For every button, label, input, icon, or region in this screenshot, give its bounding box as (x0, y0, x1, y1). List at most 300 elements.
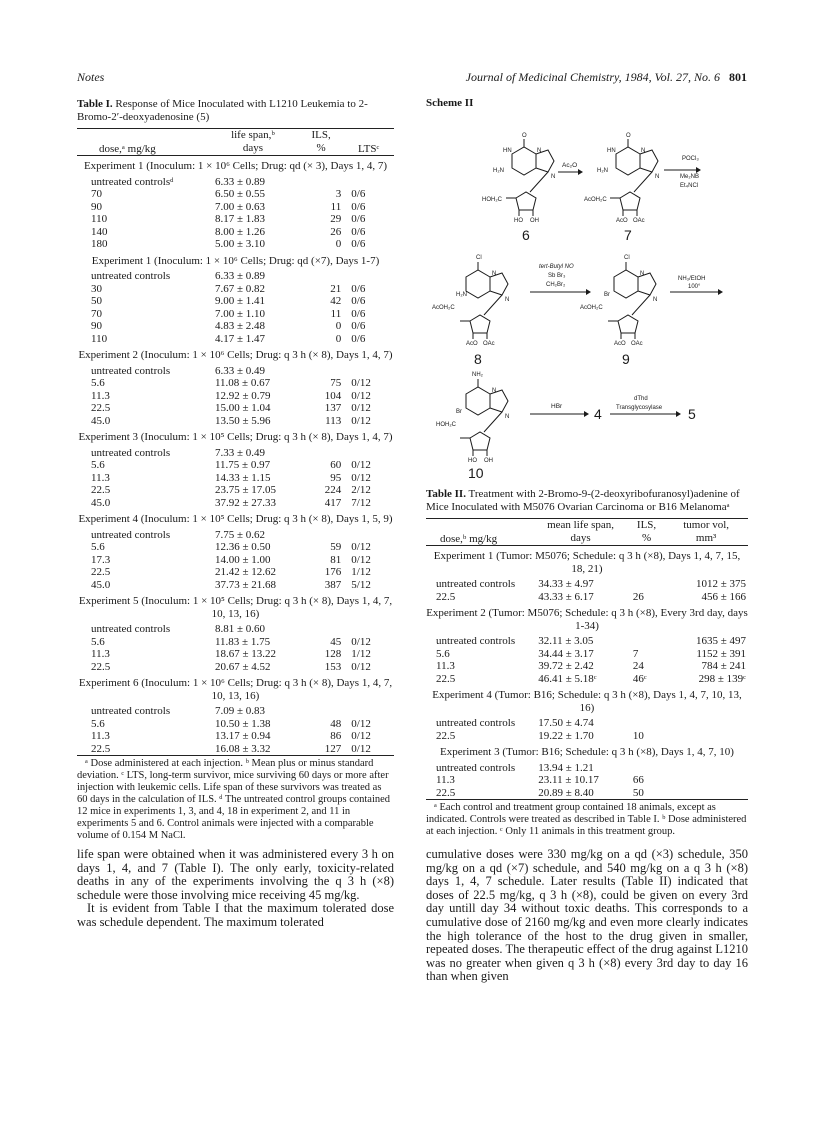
table-row (426, 717, 748, 730)
life-span-cell: 15.00 ± 1.04 (214, 402, 271, 414)
ils-cell: 137 (324, 402, 342, 414)
dose-cell: 22.5 (91, 484, 111, 496)
tumor-vol-cell: 456 ± 166 (701, 590, 746, 603)
tumor-vol-cell (664, 730, 748, 743)
table-row (77, 365, 394, 378)
life-span-cell: 9.00 ± 1.41 (214, 295, 266, 307)
table-row (426, 635, 748, 648)
experiment-title: Experiment 6 (Inoculum: 1 × 10⁶ Cells; Drug: q 3 h (× 8), Days 1, 4, 7, 10, 13, 16) (78, 677, 393, 702)
dose-cell: 70 (91, 188, 102, 200)
lts-cell: 0/12 (351, 730, 371, 742)
ils-cell: 7 (632, 647, 639, 660)
table1-caption-text: Response of Mice Inoculated with L1210 Leukemia to 2-Bromo-2′-deoxyadenosine (5) (77, 98, 368, 123)
dose-cell: 5.6 (91, 377, 105, 389)
svg-text:AcOH₂C: AcOH₂C (584, 197, 607, 203)
table-row (77, 295, 394, 308)
table2-caption-text: Treatment with 2-Bromo-9-(2-deoxyribofuranosyl)adenine of Mice Inoculated with M5076 Ovarian Carcinoma or B16 Melanomaᵃ (426, 488, 740, 513)
ils-cell: 50 (629, 787, 664, 800)
life-span-cell: 34.33 ± 4.97 (538, 578, 594, 590)
reagent-dthd: dThd (634, 396, 648, 402)
lts-cell: 0/12 (351, 553, 371, 566)
life-span-cell: 13.94 ± 1.21 (538, 761, 594, 774)
table1-experiment-group (77, 673, 394, 756)
life-span-cell: 7.75 ± 0.62 (214, 528, 266, 541)
svg-text:OAc: OAc (631, 341, 643, 347)
life-span-cell: 23.75 ± 17.05 (214, 484, 277, 496)
ils-cell: 104 (324, 389, 342, 402)
reagent-nh3: NH₃/EtOH (678, 276, 706, 282)
life-span-cell: 13.17 ± 0.94 (214, 730, 271, 742)
lts-cell: 0/6 (351, 307, 366, 320)
ils-cell: 11 (330, 307, 342, 320)
life-span-cell: 11.75 ± 0.97 (214, 459, 271, 471)
ils-cell: 128 (324, 648, 342, 660)
svg-text:O: O (522, 133, 527, 139)
lts-cell: 0/6 (351, 295, 366, 307)
ils-cell: 60 (330, 459, 342, 471)
table-row (77, 320, 394, 333)
table-row (77, 188, 394, 201)
life-span-cell: 7.09 ± 0.83 (214, 705, 266, 717)
experiment-title: Experiment 4 (Inoculum: 1 × 10⁵ Cells; Drug: q 3 h (× 8), Days 1, 5, 9) (78, 513, 393, 525)
t2-col-dose: dose,ᵇ mg/kg (426, 519, 532, 546)
table-row (77, 308, 394, 321)
ils-cell: 26 (632, 590, 644, 603)
table-row (77, 270, 394, 283)
t2-col-vol: tumor vol, (664, 519, 748, 532)
t1-col-lts: LTSᶜ (343, 129, 394, 156)
compound-6-structure (482, 133, 555, 224)
life-span-cell: 34.44 ± 3.17 (538, 647, 594, 660)
dose-cell: untreated controls (436, 578, 516, 590)
ils-cell: 224 (324, 484, 342, 496)
table1 (77, 128, 394, 756)
dose-cell: 22.5 (91, 660, 111, 673)
ils-cell (629, 717, 664, 730)
ils-cell: 417 (324, 496, 342, 509)
svg-text:Br: Br (604, 292, 610, 298)
table1-experiment-group (77, 345, 394, 427)
table-row (77, 333, 394, 346)
reagent-temp: 100° (688, 284, 701, 290)
lts-cell: 0/6 (351, 188, 366, 200)
t2-col-life: mean life span, (532, 519, 629, 532)
svg-text:OH: OH (530, 218, 539, 224)
table-row (77, 283, 394, 296)
ils-cell: 21 (330, 282, 342, 295)
experiment-header-row (77, 345, 394, 365)
ils-cell (629, 578, 664, 591)
tumor-vol-cell: 784 ± 241 (701, 660, 746, 672)
svg-text:N: N (537, 148, 542, 154)
svg-text:N: N (640, 271, 645, 277)
dose-cell: untreated controls (436, 717, 516, 729)
lts-cell: 0/12 (351, 471, 371, 484)
left-body-text (77, 848, 394, 930)
table-row (77, 201, 394, 214)
dose-cell: 5.6 (436, 647, 450, 660)
life-span-cell: 11.08 ± 0.67 (214, 377, 271, 389)
life-span-cell: 17.50 ± 4.74 (538, 717, 594, 729)
dose-cell: 45.0 (91, 578, 111, 591)
compound-7-structure (584, 133, 659, 224)
life-span-cell: 20.89 ± 8.40 (532, 787, 629, 800)
ils-cell: 0 (335, 332, 342, 345)
life-span-cell: 10.50 ± 1.38 (214, 717, 271, 730)
table-row (77, 730, 394, 743)
tumor-vol-cell: 1012 ± 375 (695, 578, 746, 590)
dose-cell: untreated controls (91, 446, 171, 459)
experiment-title: Experiment 5 (Inoculum: 1 × 10⁵ Cells; Drug: q 3 h (× 8), Days 1, 4, 7, 10, 13, 16) (78, 595, 393, 620)
ils-cell (629, 635, 664, 648)
table-row (77, 743, 394, 756)
ils-cell (299, 529, 343, 542)
life-span-cell: 5.00 ± 3.10 (214, 238, 266, 250)
life-span-cell: 7.00 ± 1.10 (214, 307, 266, 320)
ils-cell: 3 (335, 188, 342, 200)
svg-text:H₂N: H₂N (493, 168, 504, 174)
experiment-header-row (77, 427, 394, 447)
ils-cell: 153 (324, 660, 342, 673)
life-span-cell: 39.72 ± 2.42 (538, 660, 594, 672)
dose-cell: 90 (91, 320, 102, 332)
scheme-title: Scheme II (426, 97, 474, 109)
table-row (77, 648, 394, 661)
table-row (77, 554, 394, 567)
dose-cell: untreated controls (91, 528, 171, 541)
reagent-transglycosylase: Transglycosylase (616, 405, 663, 411)
reagent-ac2o: Ac₂O (562, 162, 578, 169)
lts-cell: 1/12 (351, 648, 371, 660)
ils-cell: 11 (330, 200, 342, 213)
table-row (77, 566, 394, 579)
lts-cell (343, 270, 394, 283)
compound-8-structure (432, 255, 509, 347)
ils-cell: 26 (330, 225, 342, 238)
table-row (77, 705, 394, 718)
table-row (77, 472, 394, 485)
dose-cell: untreated controls (436, 761, 516, 774)
table2-experiment-group (426, 603, 748, 685)
reagent-et4ncl: Et₄NCl (680, 183, 699, 189)
experiment-title: Experiment 1 (Inoculum: 1 × 10⁶ Cells; Drug: qd (×7), Days 1-7) (91, 254, 380, 267)
compound-7-label: 7 (624, 227, 632, 243)
ils-cell: 24 (632, 660, 644, 672)
compound-5-label: 5 (688, 406, 696, 422)
table-row (77, 718, 394, 731)
svg-text:AcO: AcO (466, 341, 478, 347)
dose-cell: 45.0 (91, 496, 111, 509)
table-row (77, 447, 394, 460)
lts-cell (343, 365, 394, 378)
ils-cell: 127 (299, 743, 343, 756)
lts-cell: 5/12 (351, 578, 371, 591)
reagent-me2nb: Me₂NB (680, 174, 699, 180)
svg-text:HN: HN (503, 148, 512, 154)
table-row (426, 730, 748, 743)
table1-experiment-group (77, 509, 394, 591)
svg-text:Br: Br (456, 409, 462, 415)
table1-footnote: ᵃ Dose administered at each injection. ᵇ Mean plus or minus standard deviation. ᶜ LTS, long-term survivor, mice surviving 60 days or more after injection with leukemic cells. Life span of these survivors was treated as 60 days in the calculation of ILS. ᵈ The untreated control groups contained 12 mice in experiments 1, 3, and 4, 18 in experiment 2, and 11 in experiments 5 and 6. Control animals were injected with a comparable volume of 0.154 M NaCl. (77, 758, 391, 841)
table-row (77, 390, 394, 403)
lts-cell (343, 447, 394, 460)
dose-cell: 5.6 (91, 459, 105, 471)
table1-experiment-group (77, 427, 394, 509)
table-row (426, 673, 748, 686)
svg-text:HN: HN (607, 148, 616, 154)
svg-text:OAc: OAc (633, 218, 645, 224)
lts-cell: 0/6 (351, 238, 366, 250)
life-span-cell: 8.00 ± 1.26 (214, 225, 266, 238)
dose-cell: 11.3 (91, 648, 110, 660)
lts-cell: 1/12 (351, 566, 371, 578)
t2-col-ils: ILS, (629, 519, 664, 532)
right-paragraph-1: cumulative doses were 330 mg/kg on a qd (×3) schedule, 350 mg/kg on a qd (×7) schedule, and 540 mg/kg on a q 3 h (×8) days 1, 4, 7 schedule. Later results (Table II) indicated that doses of 22.5 mg/kg, q 3 h (×8), could be given on every 3rd day untill day 34 without toxic deaths. This corresponds to a cumulative dose of 2160 mg/kg and even more clearly indicates the high tolerance of the host to the drug given in smaller, repeated doses. The therapeutic effect of the drug against L1210 was no greater when given q 3 h (×8) every 3rd day to day 16 than when given (426, 847, 748, 984)
experiment-title: Experiment 1 (Inoculum: 1 × 10⁶ Cells; Drug: qd (× 3), Days 1, 4, 7) (83, 160, 388, 172)
svg-text:N: N (505, 414, 510, 420)
svg-text:O: O (626, 133, 631, 139)
dose-cell: 22.5 (436, 672, 456, 685)
svg-text:N: N (551, 174, 556, 180)
dose-cell: 5.6 (91, 635, 105, 648)
t1-col-ils-unit: % (299, 142, 343, 156)
table-row (426, 591, 748, 604)
lts-cell: 0/12 (351, 377, 371, 389)
right-column-lower (426, 488, 748, 984)
dose-cell: untreated controls (91, 623, 171, 635)
experiment-title: Experiment 2 (Tumor: M5076; Schedule: q 3 h (×8), Every 3rd day, days 1-34) (426, 607, 748, 632)
experiment-header-row (426, 742, 748, 762)
tumor-vol-cell: 1152 ± 391 (696, 647, 746, 660)
dose-cell: 90 (91, 200, 102, 213)
lts-cell: 2/12 (351, 484, 371, 496)
experiment-title: Experiment 3 (Tumor: B16; Schedule: q 3 h (×8), Days 1, 4, 7, 10) (440, 746, 734, 758)
lts-cell: 0/12 (351, 459, 371, 471)
svg-text:N: N (641, 148, 646, 154)
life-span-cell: 37.73 ± 21.68 (214, 578, 277, 591)
life-span-cell: 8.81 ± 0.60 (214, 623, 266, 635)
table1-experiment-group (77, 591, 394, 673)
table-row (77, 529, 394, 542)
table-row (77, 661, 394, 674)
life-span-cell: 4.17 ± 1.47 (214, 332, 266, 345)
ils-cell (299, 176, 343, 189)
dose-cell: 70 (91, 307, 102, 320)
experiment-title: Experiment 3 (Inoculum: 1 × 10⁵ Cells; Drug: q 3 h (× 8), Days 1, 4, 7) (78, 431, 393, 443)
t1-col-life: life span,ᵇ (207, 129, 299, 142)
ils-cell: 45 (330, 635, 342, 648)
dose-cell: 5.6 (91, 541, 105, 553)
lts-cell: 0/12 (351, 660, 371, 673)
table-row (77, 541, 394, 554)
lts-cell: 0/6 (351, 320, 366, 332)
reagent-pocl3: POCl₃ (682, 156, 699, 162)
dose-cell: 140 (91, 225, 108, 238)
ils-cell: 113 (325, 414, 342, 427)
table-row (77, 402, 394, 415)
lts-cell: 0/12 (343, 743, 394, 756)
experiment-header-row (426, 546, 748, 579)
compound-9-structure (580, 255, 657, 347)
t1-col-dose: dose,ᵃ mg/kg (77, 129, 207, 156)
life-span-cell: 11.83 ± 1.75 (214, 635, 271, 648)
dose-cell: untreated controlsᵈ (91, 175, 174, 188)
experiment-header-row (77, 509, 394, 529)
life-span-cell: 8.17 ± 1.83 (214, 213, 266, 225)
experiment-header-row (426, 603, 748, 635)
lts-cell: 0/12 (351, 414, 371, 427)
table-row (77, 377, 394, 390)
table-row (426, 578, 748, 591)
t2-col-life-unit: days (532, 532, 629, 546)
lts-cell: 0/12 (351, 541, 371, 553)
ils-cell (299, 705, 343, 718)
reagent-sbbr3: Sb Br₃ (548, 273, 566, 279)
svg-text:HOH₂C: HOH₂C (482, 197, 502, 203)
ils-cell: 59 (330, 541, 342, 553)
table-row (426, 660, 748, 673)
tumor-vol-cell (664, 774, 748, 787)
running-header-right (466, 70, 747, 85)
ils-cell: 0 (335, 320, 342, 332)
life-span-cell: 23.11 ± 10.17 (538, 774, 599, 786)
dose-cell: 11.3 (91, 389, 110, 402)
dose-cell: 17.3 (91, 553, 111, 566)
ils-cell: 66 (632, 774, 644, 786)
tumor-vol-cell (664, 787, 748, 800)
life-span-cell: 14.33 ± 1.15 (214, 471, 271, 484)
table-row (426, 762, 748, 775)
reagent-hbr: HBr (551, 403, 563, 410)
dose-cell: 11.3 (436, 660, 455, 672)
dose-cell: untreated controls (436, 635, 516, 647)
compound-6-label: 6 (522, 227, 530, 243)
svg-text:AcOH₂C: AcOH₂C (580, 305, 603, 311)
t2-col-ils-unit: % (629, 532, 664, 546)
scheme-ii (426, 112, 748, 480)
svg-text:N: N (492, 271, 497, 277)
lts-cell: 0/12 (351, 402, 371, 414)
t1-col-ils: ILS, (299, 129, 343, 142)
life-span-cell: 6.50 ± 0.55 (214, 188, 266, 200)
dose-cell: 11.3 (436, 774, 455, 786)
ils-cell: 10 (632, 729, 644, 742)
table2-experiment-group (426, 546, 748, 604)
svg-text:Cl: Cl (624, 255, 630, 261)
lts-cell (343, 705, 394, 718)
life-span-cell: 12.92 ± 0.79 (214, 389, 271, 402)
life-span-cell: 37.92 ± 27.33 (214, 496, 277, 509)
lts-cell (343, 529, 394, 542)
svg-text:HOH₂C: HOH₂C (436, 422, 456, 428)
life-span-cell: 6.33 ± 0.89 (214, 175, 266, 188)
ils-cell: 0 (335, 238, 342, 250)
life-span-cell: 19.22 ± 1.70 (538, 729, 594, 742)
table-row (77, 623, 394, 636)
experiment-header-row (77, 591, 394, 623)
svg-text:AcO: AcO (616, 218, 628, 224)
dose-cell: untreated controls (91, 364, 171, 377)
life-span-cell: 7.00 ± 0.63 (214, 200, 266, 213)
table-row (77, 238, 394, 251)
svg-text:OH: OH (484, 458, 493, 464)
table-row (426, 787, 748, 800)
dose-cell: 11.3 (91, 471, 110, 484)
compound-9-label: 9 (622, 351, 630, 367)
svg-text:AcO: AcO (614, 341, 626, 347)
experiment-header-row (77, 673, 394, 705)
life-span-cell: 12.36 ± 0.50 (214, 541, 271, 553)
life-span-cell: 46.41 ± 5.18ᶜ (538, 672, 597, 685)
svg-text:N: N (492, 388, 497, 394)
svg-text:AcOH₂C: AcOH₂C (432, 305, 455, 311)
ils-cell: 46ᶜ (632, 672, 647, 685)
life-span-cell: 18.67 ± 13.22 (214, 648, 277, 660)
table-row (77, 484, 394, 497)
table2-experiment-group (426, 742, 748, 800)
svg-text:NH₂: NH₂ (472, 372, 483, 378)
dose-cell: 110 (91, 213, 108, 225)
table-row (426, 774, 748, 787)
compound-10-label: 10 (468, 465, 484, 480)
ils-cell: 29 (330, 213, 342, 225)
svg-text:N: N (653, 297, 658, 303)
table-row (77, 459, 394, 472)
experiment-header-row (77, 251, 394, 271)
journal-citation: Journal of Medicinal Chemistry, 1984, Vol. 27, No. 6 (465, 70, 720, 84)
lts-cell: 7/12 (351, 496, 371, 509)
dose-cell: 22.5 (91, 566, 111, 578)
dose-cell: 11.3 (91, 730, 110, 742)
t2-col-vol-unit: mm³ (664, 532, 748, 546)
life-span-cell: 20.67 ± 4.52 (214, 660, 271, 673)
tumor-vol-cell: 298 ± 139ᶜ (698, 672, 746, 685)
svg-text:N: N (655, 174, 660, 180)
t1-col-life-unit: days (207, 142, 299, 156)
svg-text:OAc: OAc (483, 341, 495, 347)
ils-cell (629, 762, 664, 775)
lts-cell: 0/6 (351, 225, 366, 238)
lts-cell: 0/6 (351, 213, 366, 225)
life-span-cell: 7.33 ± 0.49 (214, 446, 266, 459)
left-paragraph-2: It is evident from Table I that the maximum tolerated dose was schedule dependent. The maximum tolerated (77, 901, 394, 929)
reagent-tbuno: tert-Butyl NO (539, 264, 574, 270)
table1-experiment-group (77, 251, 394, 346)
experiment-header-row (426, 685, 748, 717)
svg-text:HO: HO (468, 458, 477, 464)
ils-cell (299, 623, 343, 636)
life-span-cell: 7.67 ± 0.82 (214, 282, 266, 295)
tumor-vol-cell: 1635 ± 497 (695, 635, 746, 647)
dose-cell: untreated controls (91, 705, 171, 717)
experiment-title: Experiment 1 (Tumor: M5076; Schedule: q 3 h (×8), Days 1, 4, 7, 15, 18, 21) (433, 550, 741, 575)
experiment-title: Experiment 2 (Inoculum: 1 × 10⁶ Cells; Drug: q 3 h (× 8), Days 1, 4, 7) (78, 349, 393, 361)
ils-cell (299, 365, 343, 378)
dose-cell: 180 (91, 238, 108, 250)
life-span-cell: 16.08 ± 3.32 (207, 743, 299, 756)
ils-cell: 81 (330, 553, 342, 566)
lts-cell: 0/6 (351, 332, 366, 345)
ils-cell: 75 (330, 377, 342, 389)
table-row (77, 415, 394, 428)
svg-text:H₂N: H₂N (456, 292, 467, 298)
lts-cell: 0/6 (351, 282, 366, 295)
life-span-cell: 21.42 ± 12.62 (214, 566, 277, 578)
life-span-cell: 6.33 ± 0.49 (214, 364, 266, 377)
tumor-vol-cell (664, 717, 748, 730)
life-span-cell: 43.33 ± 6.17 (538, 590, 594, 603)
life-span-cell: 13.50 ± 5.96 (214, 414, 271, 427)
